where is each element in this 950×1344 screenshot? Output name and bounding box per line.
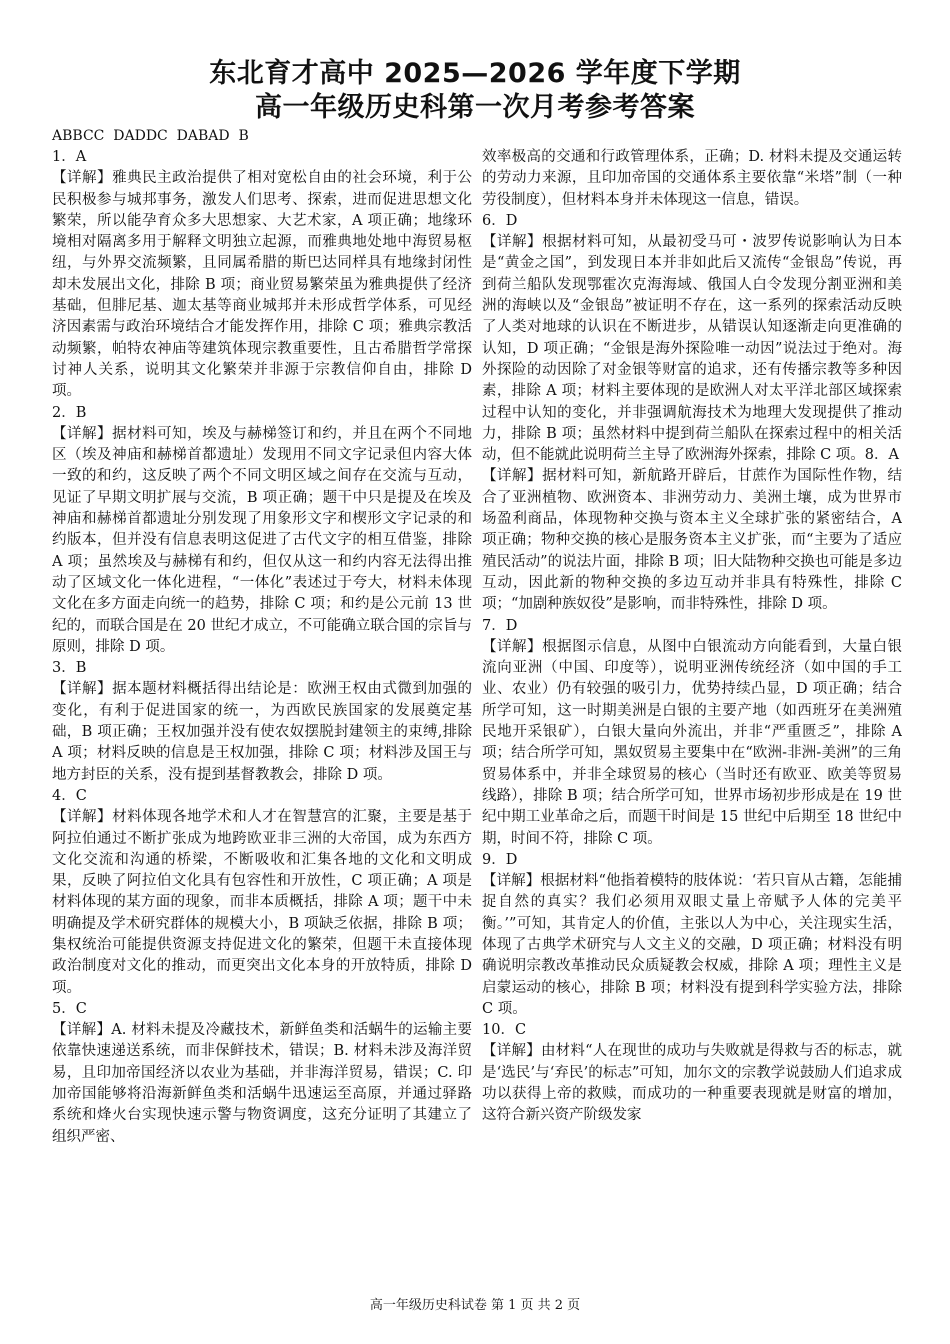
question-explanation: 【详解】雅典民主政治提供了相对宽松自由的社会环境，利于公民积极参与城邦事务，激发人们思考、探索，进而促进思想文化繁荣，所以能孕育众多大思想家、大艺术家，A 项正确；地缘环境相对隔离多用于解释文明独立起源，而雅典地处地中海贸易枢纽，与外界交流频繁，且同属希腊的斯巴达同样具有地缘封闭性却未发展出文化，排除 B 项；商业贸易繁荣虽为雅典提供了经济基础，但腓尼基、迦太基等商业城邦并未形成哲学体系，可见经济因素需与政治环境结合才能发挥作用，排除 C 项；雅典宗教活动频繁，帕特农神庙等建筑体现宗教重要性，且古希腊哲学常探讨神人关系，说明其文化繁荣并非源于宗教信仰自由，排除 D 项。 [52, 170, 472, 400]
question-number: 1．A [52, 149, 87, 165]
question-number: 7．D [482, 617, 518, 634]
question-number: 4．C [52, 787, 87, 804]
question-explanation: 效率极高的交通和行政管理体系，正确；D. 材料未提及交通运转的劳动力来源，且印加帝国的交通体系主要依靠“米塔”制（一种劳役制度），但材料本身并未体现这一信息，错误。 [482, 149, 902, 208]
page-title-line1: 东北育才高中 2025—2026 学年度下学期 [209, 58, 741, 89]
answer-key: ABBCC DADDC DABAD B [52, 128, 249, 144]
question-explanation: 【详解】根据图示信息，从图中白银流动方向能看到，大量白银流向亚洲（中国、印度等），说明亚洲传统经济（如中国的手工业、农业）仍有较强的吸引力，优势持续凸显，D 项正确；结合所学可知，这一时期美洲是白银的主要产地（如西班牙在美洲殖民地开采银矿），白银大量向外流出，并非“严重匮乏”，排除 A 项；结合所学可知，黑奴贸易主要集中在“欧洲-非洲-美洲”的三角贸易体系中，并非全球贸易的核心（当时还有欧亚、欧美等贸易线路），排除 B 项；结合所学可知，世界市场初步形成是在 19 世纪中期工业革命之后，而题干时间是 15 世纪中后期至 18 世纪中期，时间不符，排除 C 项。 [482, 638, 902, 847]
page-footer: 高一年级历史科试卷 第 1 页 共 2 页 [369, 1298, 581, 1313]
question-explanation: 【详解】材料体现各地学术和人才在智慧宫的汇聚，主要是基于阿拉伯通过不断扩张成为地跨欧亚非三洲的大帝国，成为东西方文化交流和沟通的桥梁，不断吸收和汇集各地的文化和文明成果，反映了阿拉伯文化具有包容性和开放性，C 项正确；A 项是材料体现的某方面的现象，而非本质概括，排除 A 项；题干中未明确提及学术研究群体的规模大小，B 项缺乏依据，排除 B 项；集权统治可能提供资源支持促进文化的繁荣，但题干未直接体现政治制度对文化的推动，而更突出文化本身的开放特质，排除 D 项。 [52, 809, 472, 996]
right-column [482, 147, 902, 1237]
question-number: 5．C [52, 1000, 87, 1017]
left-column [52, 147, 472, 1237]
question-explanation: 【详解】据材料可知，埃及与赫梯签订和约，并且在两个不同地区（埃及神庙和赫梯首都遗址）发现用不同文字记录但内容大体一致的和约，这反映了两个不同文明区域之间存在交流与互动，见证了早期文明扩展与交流，B 项正确；题干中只是提及在埃及神庙和赫梯首都遗址分别发现了用象形文字和楔形文字记录的和约版本，但并没有信息表明这促进了古代文字的相互借鉴，排除 A 项；虽然埃及与赫梯有和约，但仅从这一和约内容无法得出推动了区域文化一体化进程，“一体化”表述过于夸大，材料未体现文化在多方面走向统一的趋势，排除 C 项；和约是公元前 13 世纪的，而联合国是在 20 世纪才成立，不可能确立联合国的宗旨与原则，排除 D 项。 [52, 425, 472, 655]
question-number: 2．B [52, 404, 87, 421]
question-explanation: 【详解】据本题材料概括得出结论是：欧洲王权由式微到加强的变化，有利于促进国家的统一，为西欧民族国家的发展奠定基础，B 项正确；王权加强并没有使农奴摆脱封建领主的束缚,排除 A 项；材料反映的信息是王权加强，排除 C 项；材料涉及国王与地方封臣的关系，没有提到基督教教会，排除 D 项。 [52, 681, 472, 783]
question-explanation: 【详解】由材料“人在现世的成功与失败就是得救与否的标志，就是‘选民’与‘弃民’的标志”可知，加尔文的宗教学说鼓励人们追求成功以获得上帝的救赎，而成功的一种重要表现就是财富的增加，这符合新兴资产阶级发家 [482, 1043, 902, 1124]
question-number: 3．B [52, 660, 87, 677]
question-number: 9．D [482, 851, 518, 868]
question-explanation: 【详解】A. 材料未提及冷藏技术，新鲜鱼类和活蜗牛的运输主要依靠快速递送系统，而非保鲜技术，错误；B. 材料未涉及海洋贸易，且印加帝国经济以农业为基础，并非海洋贸易，错误；C. 印加帝国能够将沿海新鲜鱼类和活蜗牛迅速运至高原，并通过驿路系统和烽火台实现快速示警与物资调度，这充分证明了其建立了组织严密、 [52, 1022, 472, 1145]
question-number: 10．C [482, 1022, 527, 1039]
question-explanation: 【详解】根据材料可知，从最初受马可・波罗传说影响认为日本是“黄金之国”，到发现日本并非如此后又流传“金银岛”传说，再到荷兰船队发现鄂霍次克海海域、俄国人白令发现分割亚洲和美洲的海峡以及“金银岛”被证明不存在，这一系列的探索活动反映了人类对地球的认识在不断进步，从错误认知逐渐走向更准确的认知，D 项正确；“金银是海外探险唯一动因”说法过于绝对。海外探险的动因除了对金银等财富的追求，还有传播宗教等多种因素，排除 A 项；材料主要体现的是欧洲人对太平洋北部区域探索过程中认知的变化，并非强调航海技术为地理大发现提供了推动力，排除 B 项；虽然材料中提到荷兰船队在探索过程中的相关活动，但不能就此说明荷兰主导了欧洲海外探索，排除 C 项。8．A [482, 234, 902, 464]
question-number: 6．D [482, 212, 518, 229]
question-explanation: 【详解】据材料可知，新航路开辟后，甘蔗作为国际性作物，结合了亚洲植物、欧洲资本、非洲劳动力、美洲土壤，成为世界市场盈利商品，体现物种交换与资本主义全球扩张的紧密结合，A 项正确；物种交换的核心是服务资本主义扩张，而“主要为了适应殖民活动”的说法片面，排除 B 项；旧大陆物种交换也可能是多边互动，因此新的物种交换的多边互动并非具有特殊性，排除 C 项；“加剧种族奴役”是影响，而非特殊性，排除 D 项。 [482, 468, 902, 613]
question-explanation: 【详解】根据材料“他指着模特的肢体说：‘若只盲从古籍，怎能捕捉自然的真实？我们必须用双眼丈量上帝赋予人体的完美平衡。’”可知，其肯定人的价值，主张以人为中心，关注现实生活，体现了古典学术研究与人文主义的交融，D 项正确；材料没有明确说明宗教改革推动民众质疑教会权威，排除 A 项；理性主义是启蒙运动的核心，排除 B 项；材料没有提到科学实验方法，排除 C 项。 [482, 873, 902, 1017]
page-title-line2: 高一年级历史科第一次月考参考答案 [255, 92, 695, 123]
